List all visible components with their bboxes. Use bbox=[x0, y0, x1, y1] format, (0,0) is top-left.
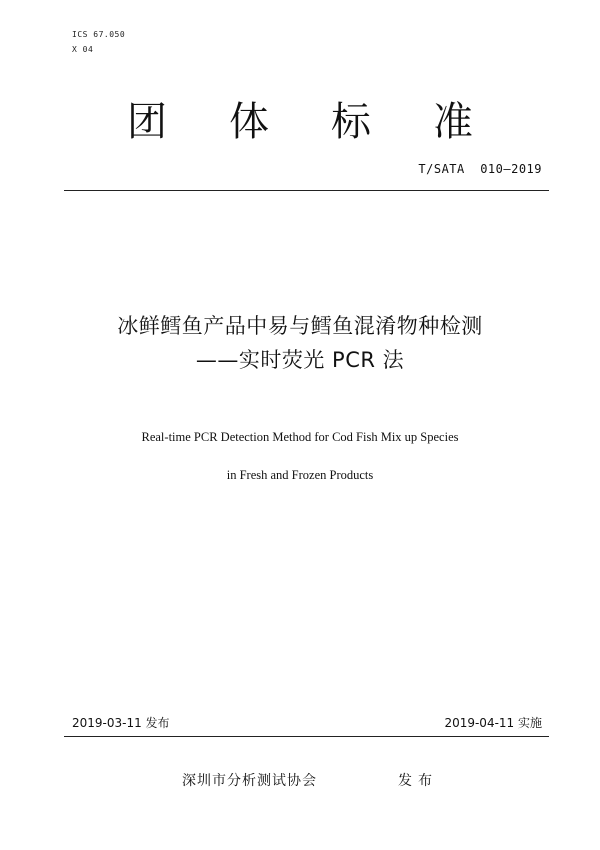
title-english-line-2: in Fresh and Frozen Products bbox=[226, 468, 374, 482]
footer-divider bbox=[64, 736, 549, 737]
title-english-line-1: Real-time PCR Detection Method for Cod Fish Mix up Species bbox=[141, 430, 459, 444]
release-date: 2019-03-11 发布 bbox=[72, 716, 170, 730]
issuing-organization: 深圳市分析测试协会 bbox=[182, 773, 317, 789]
header-divider bbox=[64, 190, 549, 191]
issue-label: 发布 bbox=[398, 773, 438, 789]
standard-number: T/SATA 010—2019 bbox=[418, 162, 542, 176]
ics-code: ICS 67.050 bbox=[72, 30, 126, 39]
implementation-date: 2019-04-11 实施 bbox=[444, 716, 542, 730]
document-type-heading: 团体标准 bbox=[127, 99, 535, 145]
title-chinese-line-2: ——实时荧光 PCR 法 bbox=[195, 348, 405, 372]
title-chinese-line-1: 冰鲜鳕鱼产品中易与鳕鱼混淆物种检测 bbox=[117, 314, 483, 338]
classification-code: X 04 bbox=[72, 45, 94, 54]
